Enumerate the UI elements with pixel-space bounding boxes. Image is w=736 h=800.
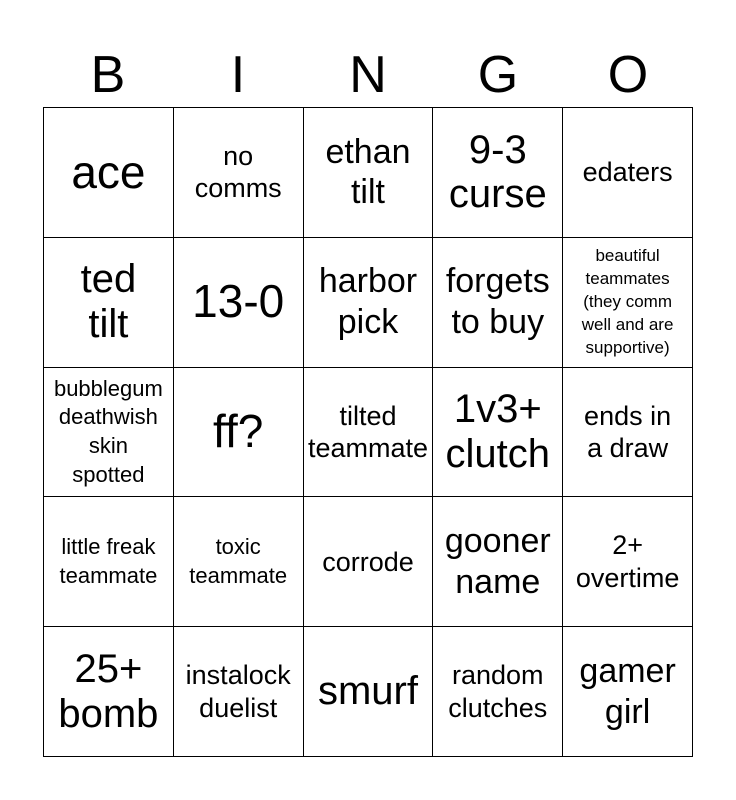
bingo-cell[interactable] xyxy=(44,238,174,368)
bingo-cell[interactable] xyxy=(433,108,563,238)
header-letter-i: I xyxy=(230,46,246,104)
header-letter-b: B xyxy=(90,46,126,104)
cell-label: smurf xyxy=(317,669,418,714)
cell-label: no comms xyxy=(194,141,282,204)
cell-label: harbor pick xyxy=(318,262,418,342)
bingo-cell[interactable] xyxy=(304,497,434,627)
cell-label: forgets to buy xyxy=(445,262,550,342)
cell-label: random clutches xyxy=(448,660,548,723)
bingo-cell[interactable] xyxy=(44,627,174,757)
bingo-cell[interactable] xyxy=(174,627,304,757)
bingo-header xyxy=(43,44,693,106)
bingo-cell[interactable] xyxy=(433,497,563,627)
cell-label: little freak teammate xyxy=(59,534,158,588)
bingo-board xyxy=(43,107,693,757)
cell-label: 9-3 curse xyxy=(448,127,547,217)
bingo-cell[interactable] xyxy=(304,368,434,498)
bingo-cell[interactable] xyxy=(563,108,693,238)
bingo-cell[interactable] xyxy=(304,627,434,757)
bingo-cell[interactable] xyxy=(44,108,174,238)
cell-label: 25+ bomb xyxy=(58,646,159,736)
cell-label: 13-0 xyxy=(192,275,285,328)
bingo-cell[interactable] xyxy=(174,497,304,627)
bingo-cell[interactable] xyxy=(433,238,563,368)
cell-label: ethan tilt xyxy=(325,132,411,212)
cell-label: ted tilt xyxy=(80,257,137,347)
bingo-cell[interactable] xyxy=(304,108,434,238)
cell-label: ace xyxy=(71,145,146,198)
bingo-cell[interactable] xyxy=(174,108,304,238)
header-letter-n: N xyxy=(349,46,387,104)
bingo-cell[interactable] xyxy=(563,497,693,627)
bingo-cell[interactable] xyxy=(44,497,174,627)
bingo-cell[interactable] xyxy=(563,368,693,498)
bingo-cell[interactable] xyxy=(304,238,434,368)
bingo-cell[interactable] xyxy=(174,368,304,498)
cell-label: instalock duelist xyxy=(185,660,291,723)
cell-label: ends in a draw xyxy=(584,400,672,463)
bingo-cell[interactable] xyxy=(44,368,174,498)
bingo-cell[interactable] xyxy=(563,238,693,368)
header-letter-g: G xyxy=(477,46,519,104)
cell-label: tilted teammate xyxy=(307,400,429,463)
cell-label: 2+ overtime xyxy=(575,530,680,593)
cell-label: beautiful teammates (they comm well and are supportive) xyxy=(581,245,674,357)
cell-label: ff? xyxy=(213,405,264,458)
cell-label: gamer girl xyxy=(579,651,676,731)
header-letter-o: O xyxy=(607,46,649,104)
bingo-cell[interactable] xyxy=(174,238,304,368)
cell-label: gooner name xyxy=(444,521,551,601)
cell-label: corrode xyxy=(322,546,414,577)
bingo-cell[interactable] xyxy=(433,627,563,757)
cell-label: 1v3+ clutch xyxy=(445,387,551,476)
bingo-cell[interactable] xyxy=(563,627,693,757)
cell-label: bubblegum deathwish skin spotted xyxy=(53,375,163,487)
cell-label: toxic teammate xyxy=(189,534,288,588)
bingo-cell[interactable] xyxy=(433,368,563,498)
cell-label: edaters xyxy=(582,157,673,188)
